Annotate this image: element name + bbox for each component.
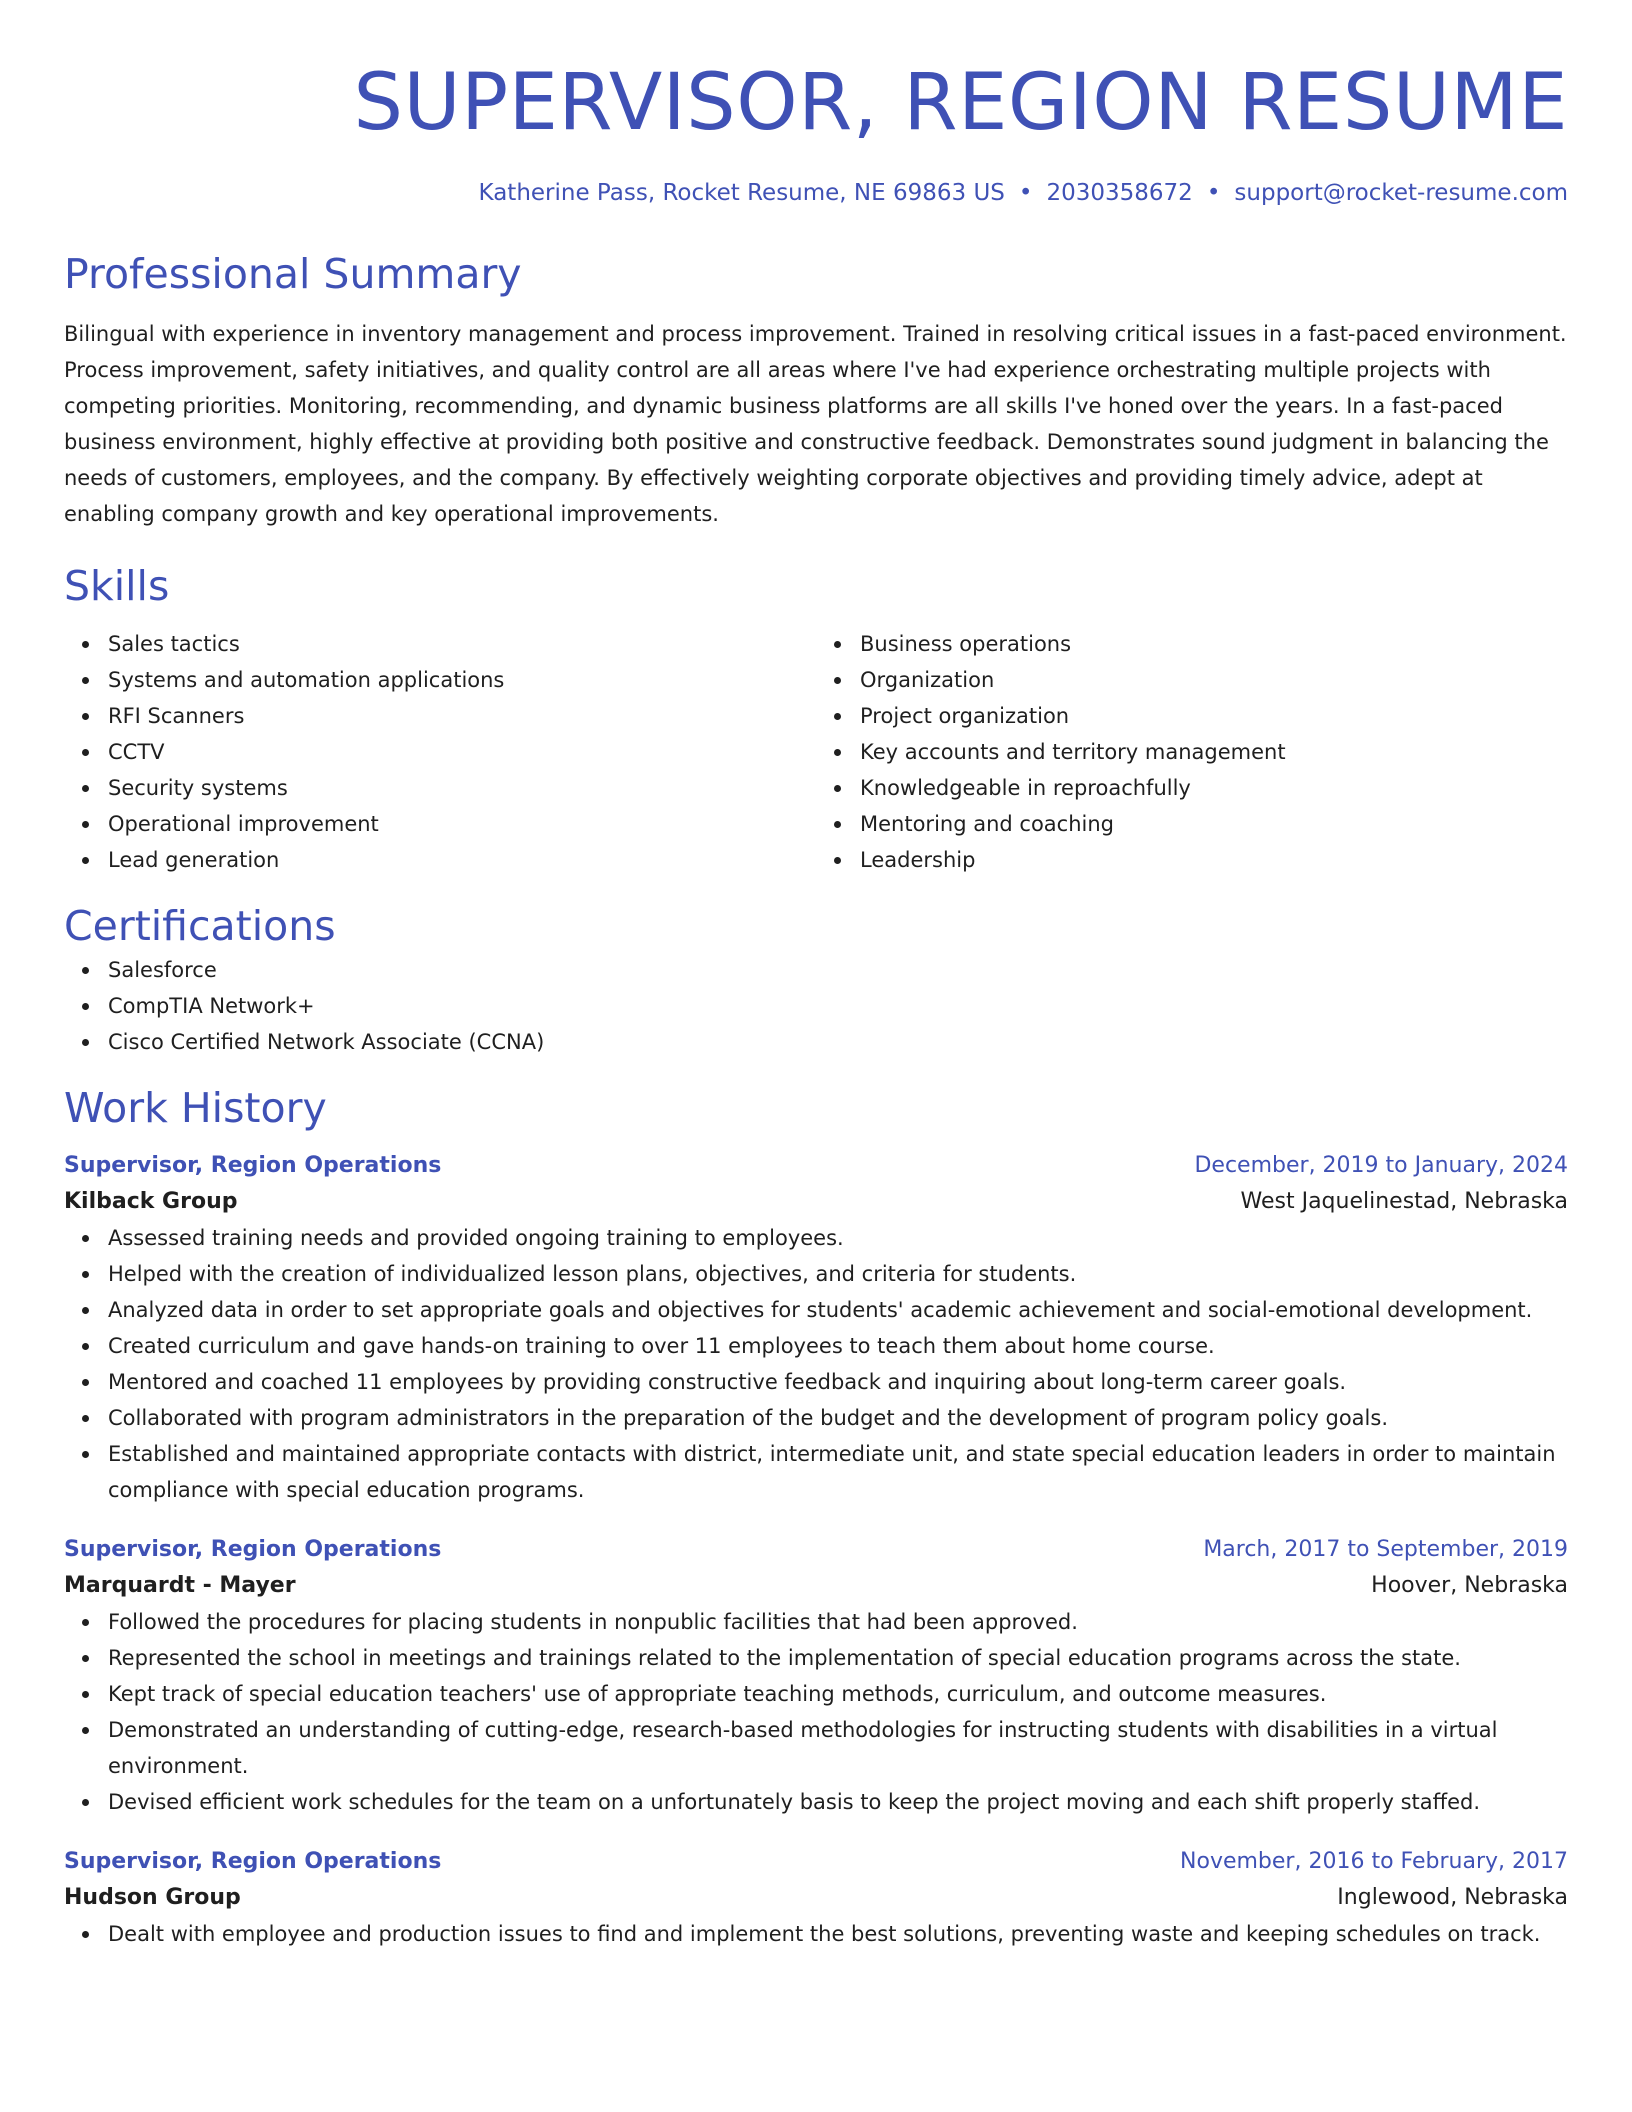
skill-item: Operational improvement [108, 806, 816, 842]
skill-item: Security systems [108, 770, 816, 806]
summary-text: Bilingual with experience in inventory management and process improvement. Trained in resolving critical issues in a fast-paced environment. Process improvement, safety initiatives, and quality control are all areas where I've had experience orchestrating multiple projects with competing priorities. Monitoring, recommending, and dynamic business platforms are all skills I've honed over the years. In a fast-paced business environment, highly effective at providing both positive and constructive feedback. Demonstrates sound judgment in balancing the needs of customers, employees, and the company. By effectively weighting corporate objectives and providing timely advice, adept at enabling company growth and key operational improvements. [64, 322, 1567, 526]
job-bullet: Helped with the creation of individualized lesson plans, objectives, and criteria for students. [108, 1256, 1568, 1292]
job-company-row [64, 1568, 1568, 1604]
job-bullet: Analyzed data in order to set appropriate goals and objectives for students' academic achievement and social-emotional development. [108, 1292, 1568, 1328]
job-title: Supervisor, Region Operations [64, 1153, 442, 1178]
job-bullet: Created curriculum and gave hands-on training to over 11 employees to teach them about home course. [108, 1328, 1568, 1364]
contact-phone: 2030358672 [1046, 180, 1193, 206]
skills-list-right [816, 626, 1568, 878]
certification-item: Salesforce [108, 952, 1568, 988]
job-company: Hudson Group [64, 1885, 241, 1910]
skill-item: RFI Scanners [108, 698, 816, 734]
job-company-row [64, 1184, 1568, 1220]
job-company-row [64, 1880, 1568, 1916]
job-bullet: Assessed training needs and provided ongoing training to employees. [108, 1220, 1568, 1256]
skill-item: Organization [860, 662, 1568, 698]
job-bullets [64, 1604, 1568, 1820]
resume-title: SUPERVISOR, REGION RESUME [353, 58, 1568, 148]
job-title: Supervisor, Region Operations [64, 1849, 442, 1874]
skill-item: CCTV [108, 734, 816, 770]
certification-item: Cisco Certified Network Associate (CCNA) [108, 1024, 1568, 1060]
job-bullet: Followed the procedures for placing students in nonpublic facilities that had been approved. [108, 1604, 1568, 1640]
skill-item: Project organization [860, 698, 1568, 734]
job-company: Kilback Group [64, 1189, 238, 1214]
work-history-list [64, 1148, 1568, 1952]
job-bullet: Devised efficient work schedules for the team on a unfortunately basis to keep the project moving and each shift properly staffed. [108, 1784, 1568, 1820]
skill-item: Systems and automation applications [108, 662, 816, 698]
job-bullets [64, 1220, 1568, 1508]
skill-item: Leadership [860, 842, 1568, 878]
job-title-row [64, 1148, 1568, 1184]
contact-email: support@rocket-resume.com [1234, 180, 1568, 206]
job-title-row [64, 1532, 1568, 1568]
skills-grid [64, 626, 1568, 878]
job-bullet: Demonstrated an understanding of cutting-edge, research-based methodologies for instructing students with disabilities in a virtual environment. [108, 1712, 1568, 1784]
contact-separator: • [1206, 180, 1221, 206]
job-bullets [64, 1916, 1568, 1952]
work-history-heading: Work History [64, 1084, 327, 1132]
skill-item: Lead generation [108, 842, 816, 878]
certifications-heading: Certifications [64, 902, 336, 950]
job-bullet: Represented the school in meetings and trainings related to the implementation of special education programs across the state. [108, 1640, 1568, 1676]
skill-item: Business operations [860, 626, 1568, 662]
contact-separator: • [1018, 180, 1033, 206]
job-bullet: Established and maintained appropriate contacts with district, intermediate unit, and state special education leaders in order to maintain compliance with special education programs. [108, 1436, 1568, 1508]
job-dates: December, 2019 to January, 2024 [1194, 1153, 1568, 1178]
skills-list-left [64, 626, 816, 878]
job-entry [64, 1844, 1568, 1952]
job-location: Inglewood, Nebraska [1337, 1885, 1568, 1910]
job-dates: November, 2016 to February, 2017 [1180, 1849, 1568, 1874]
job-location: Hoover, Nebraska [1371, 1573, 1568, 1598]
job-bullet: Mentored and coached 11 employees by providing constructive feedback and inquiring about long-term career goals. [108, 1364, 1568, 1400]
skill-item: Key accounts and territory management [860, 734, 1568, 770]
job-title-row [64, 1844, 1568, 1880]
certification-item: CompTIA Network+ [108, 988, 1568, 1024]
job-title: Supervisor, Region Operations [64, 1537, 442, 1562]
job-entry [64, 1532, 1568, 1820]
contact-line [64, 178, 1568, 208]
job-bullet: Collaborated with program administrators in the preparation of the budget and the development of program policy goals. [108, 1400, 1568, 1436]
job-location: West Jaquelinestad, Nebraska [1240, 1189, 1568, 1214]
job-entry [64, 1148, 1568, 1508]
contact-address: Katherine Pass, Rocket Resume, NE 69863 US [478, 180, 1005, 206]
certifications-list [64, 952, 1568, 1060]
job-company: Marquardt - Mayer [64, 1573, 296, 1598]
job-bullet: Kept track of special education teachers' use of appropriate teaching methods, curriculum, and outcome measures. [108, 1676, 1568, 1712]
skill-item: Sales tactics [108, 626, 816, 662]
skill-item: Knowledgeable in reproachfully [860, 770, 1568, 806]
skill-item: Mentoring and coaching [860, 806, 1568, 842]
skills-heading: Skills [64, 562, 170, 610]
job-dates: March, 2017 to September, 2019 [1203, 1537, 1568, 1562]
job-bullet: Dealt with employee and production issues to find and implement the best solutions, preventing waste and keeping schedules on track. [108, 1916, 1568, 1952]
summary-heading: Professional Summary [64, 250, 522, 298]
